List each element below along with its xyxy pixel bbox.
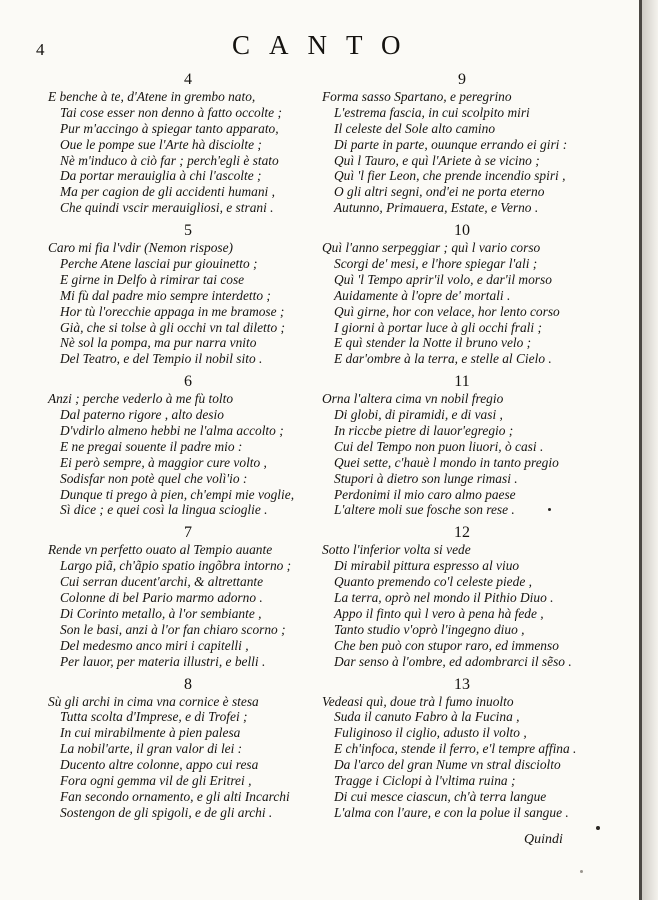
ink-spot bbox=[580, 870, 583, 873]
verse-line: In cui mirabilmente à pien palesa bbox=[60, 725, 241, 741]
binding-shadow bbox=[642, 0, 658, 900]
verse-line: Colonne di bel Pario marmo adorno . bbox=[60, 590, 263, 606]
stanza bbox=[322, 372, 602, 518]
verse-line: Per lauor, per materia illustri, e belli . bbox=[60, 653, 266, 669]
stanza-number: 9 bbox=[458, 71, 466, 88]
verse-line: Quì girne, hor con velace, hor lento corso bbox=[334, 303, 560, 319]
page-number: 4 bbox=[36, 40, 45, 59]
verse-line: Quì l'anno serpeggiar ; quì l vario corso bbox=[322, 240, 541, 256]
verse-line: Tai cose esser non denno à fatto occolte ; bbox=[60, 104, 282, 120]
verse-line: La nobil'arte, il gran valor di lei : bbox=[60, 741, 243, 757]
verse-line: Suda il canuto Fabro à la Fucina , bbox=[334, 709, 520, 725]
verse-line: Cui del Tempo non puon liuori, ò casi . bbox=[334, 438, 544, 454]
verse-line: Caro mi fia l'vdir (Nemon rispose) bbox=[48, 240, 233, 256]
verse-line: E dar'ombre à la terra, e stelle al Cielo . bbox=[334, 351, 552, 367]
catchword: Quindi bbox=[524, 832, 563, 847]
stanza bbox=[48, 675, 328, 821]
verse-line: Il celeste del Sole alto camino bbox=[334, 120, 496, 136]
verse-line: Ducento altre colonne, appo cui resa bbox=[60, 757, 259, 773]
verse-line: Sodisfar non potè quel che volì'io : bbox=[60, 470, 248, 486]
stanza bbox=[48, 523, 328, 669]
verse-line: Anzi ; perche vederlo à me fù tolto bbox=[48, 391, 234, 407]
stanza bbox=[48, 221, 328, 367]
verse-line: Da portar merauiglia à chi l'ascolte ; bbox=[60, 168, 262, 184]
verse-line: Forma sasso Spartano, e peregrino bbox=[322, 89, 512, 104]
running-head: CANTO bbox=[232, 30, 420, 60]
right-column bbox=[322, 70, 602, 821]
verse-line: Sostengon de gli spigoli, e de gli archi . bbox=[60, 804, 273, 820]
verse-line: Pur m'accingo à spiegar tanto apparato, bbox=[60, 120, 279, 136]
verse-line: Quei sette, c'hauè l mondo in tanto pregio bbox=[334, 454, 559, 470]
stanza-number: 5 bbox=[184, 222, 192, 240]
verse-line: Quanto premendo co'l celeste piede , bbox=[334, 574, 532, 590]
left-column bbox=[48, 70, 328, 821]
verse-line: I giorni à portar luce à gli occhi frali ; bbox=[334, 319, 542, 335]
verse-line: E quì stender la Notte il bruno velo ; bbox=[334, 335, 532, 351]
verse-line: Quì 'l fier Leon, che prende incendio spiri , bbox=[334, 168, 566, 184]
verse-line: In riccbe pietre di lauor'egregio ; bbox=[334, 423, 514, 439]
verse-line: Oue le pompe sue l'Arte hà disciolte ; bbox=[60, 136, 262, 152]
verse-line: O gli altri segni, ond'ei ne porta eterno bbox=[334, 184, 545, 200]
verse-line: Sù gli archi in cima vna cornice è stesa bbox=[48, 693, 259, 709]
stanza bbox=[322, 675, 602, 821]
verse-line: Stupori à dietro son lunge rimasi . bbox=[334, 470, 518, 486]
verse-line: E ne pregai souente il padre mio : bbox=[60, 438, 243, 454]
verse-line: Ei però sempre, à maggior cure volto , bbox=[60, 454, 267, 470]
verse-line: Nè sol la pompa, ma pur narra vnito bbox=[60, 335, 257, 351]
verse-line: Tutta scolta d'Imprese, e di Trofei ; bbox=[60, 709, 248, 725]
verse-line: La terra, oprò nel mondo il Pithio Diuo . bbox=[334, 590, 554, 606]
stanza bbox=[48, 70, 328, 216]
verse-line: Di globi, di piramidi, e di vasi , bbox=[334, 407, 503, 423]
verse-line: Autunno, Primauera, Estate, e Verno . bbox=[334, 200, 539, 216]
verse-line: Son le basi, anzi à l'or fan chiaro scorno ; bbox=[60, 621, 286, 637]
verse-line: D'vdirlo almeno hebbi ne l'alma accolto ; bbox=[60, 423, 284, 439]
stanza-number: 7 bbox=[184, 524, 192, 542]
verse-line: Perche Atene lasciai pur giouinetto ; bbox=[60, 256, 258, 272]
verse-line: Del Teatro, e del Tempio il nobil sito . bbox=[60, 351, 263, 367]
stanza bbox=[48, 372, 328, 518]
verse-line: Mi fù dal padre mio sempre interdetto ; bbox=[60, 287, 271, 303]
verse-line: Di mirabil pittura espresso al viuo bbox=[334, 558, 520, 574]
stanza bbox=[322, 523, 602, 669]
stanza-number: 10 bbox=[454, 222, 470, 240]
ink-spot bbox=[548, 508, 551, 511]
verse-line: Appo il finto quì l vero à pena hà fede , bbox=[334, 605, 544, 621]
verse-line: Nè m'induco à ciò far ; perch'egli è stato bbox=[60, 152, 279, 168]
verse-line: Rende vn perfetto ouato al Tempio auante bbox=[48, 542, 273, 558]
verse-line: Orna l'altera cima vn nobil fregio bbox=[322, 391, 504, 407]
verse-line: Quì l Tauro, e quì l'Ariete à se vicino ; bbox=[334, 152, 540, 168]
verse-line: Di parte in parte, ouunque errando ei giri : bbox=[334, 136, 568, 152]
verse-line: Fuliginoso il ciglio, adusto il volto , bbox=[334, 725, 527, 741]
verse-line: Sì dice ; e quei così la lingua scioglie . bbox=[60, 502, 268, 518]
verse-line: Del medesmo anco miri i capitelli , bbox=[60, 637, 249, 653]
ink-spot bbox=[596, 826, 600, 830]
stanza-number: 6 bbox=[184, 373, 192, 391]
verse-line: Largo piã, ch'ãpio spatio ingõbra intorno ; bbox=[60, 558, 292, 574]
verse-line: Tragge i Ciclopi à l'vltima ruina ; bbox=[334, 772, 516, 788]
verse-line: Fora ogni gemma vil de gli Eritrei , bbox=[60, 772, 252, 788]
verse-line: Cui serran ducent'archi, & altrettante bbox=[60, 574, 264, 590]
verse-line: Da l'arco del gran Nume vn stral disciolto bbox=[334, 757, 561, 773]
verse-line: Tanto studio v'oprò l'ingegno diuo , bbox=[334, 621, 525, 637]
verse-line: Dunque ti prego à pien, ch'empi mie voglie, bbox=[60, 486, 295, 502]
verse-line: L'estrema fascia, in cui scolpito miri bbox=[334, 104, 530, 120]
verse-line: Che quindi vscir merauigliosi, e strani . bbox=[60, 200, 274, 216]
stanza-number: 8 bbox=[184, 675, 192, 693]
verse-line: E ch'infoca, stende il ferro, e'l tempre affina . bbox=[334, 741, 577, 757]
verse-line: Di cui mesce ciascun, ch'à terra langue bbox=[334, 788, 547, 804]
verse-line: Di Corinto metallo, à l'or sembiante , bbox=[60, 605, 262, 621]
stanza-number: 13 bbox=[454, 675, 470, 693]
stanza bbox=[322, 70, 602, 216]
verse-line: Ma per cagion de gli accidenti humani , bbox=[60, 184, 275, 200]
stanza bbox=[322, 221, 602, 367]
verse-line: Dal paterno rigore , alto desio bbox=[60, 407, 224, 423]
verse-line: Sotto l'inferior volta si vede bbox=[322, 542, 471, 558]
verse-line: Scorgi de' mesi, e l'hore spiegar l'ali ; bbox=[334, 256, 538, 272]
verse-line: Perdonimi il mio caro almo paese bbox=[334, 486, 516, 502]
verse-line: Già, che si tolse à gli occhi vn tal diletto ; bbox=[60, 319, 285, 335]
stanza-number: 11 bbox=[454, 373, 470, 391]
stanza-number: 12 bbox=[454, 524, 470, 542]
verse-line: Quì 'l Tempo aprir'il volo, e dar'il morso bbox=[334, 271, 552, 287]
verse-line: Vedeasi quì, doue trà l fumo inuolto bbox=[322, 693, 514, 709]
stanza-number: 4 bbox=[184, 71, 192, 88]
verse-line: E benche à te, d'Atene in grembo nato, bbox=[48, 89, 256, 104]
verse-line: L'alma con l'aure, e con la polue il sangue . bbox=[334, 804, 569, 820]
verse-line: Hor tù l'orecchie appaga in me bramose ; bbox=[60, 303, 285, 319]
verse-line: Dar senso à l'ombre, ed adombrarci il sẽso . bbox=[334, 653, 572, 669]
verse-line: Fan secondo ornamento, e gli alti Incarchi bbox=[60, 788, 290, 804]
verse-line: Auidamente à l'opre de' mortali . bbox=[334, 287, 511, 303]
verse-line: E girne in Delfo à rimirar tai cose bbox=[60, 271, 245, 287]
verse-line: Che ben può con stupor raro, ed immenso bbox=[334, 637, 559, 653]
verse-line: L'altere moli sue fosche son rese . bbox=[334, 502, 515, 518]
